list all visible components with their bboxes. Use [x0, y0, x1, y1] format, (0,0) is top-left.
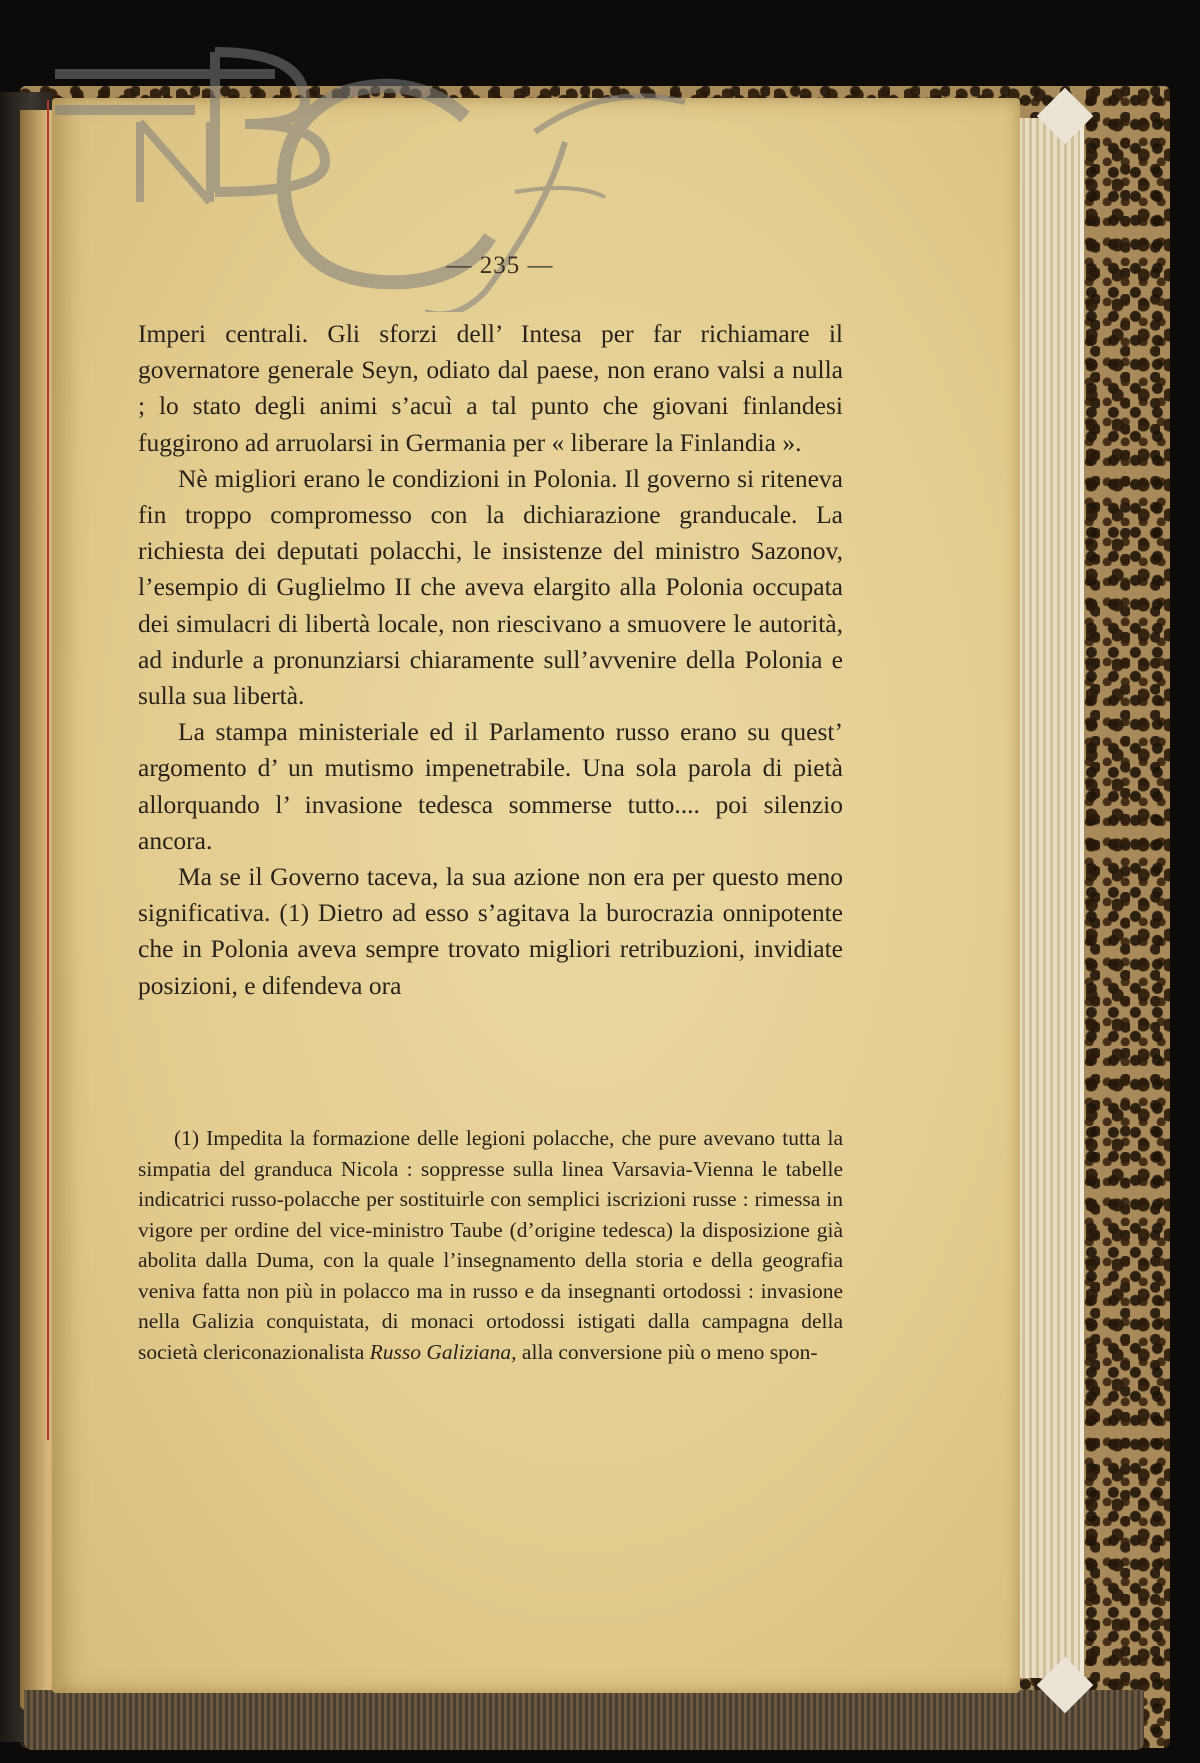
margin-rule [47, 100, 49, 1440]
cloth-spine-bottom [24, 1690, 1144, 1750]
paragraph-2: Nè migliori erano le condizioni in Polonia. Il governo si riteneva fin troppo compromesso con la dichiarazione granducale. La richiesta dei deputati polacchi, le insistenze del ministro Sazonov, l’esempio di Guglielmo II che aveva elargito alla Polonia occupata dei simulacri di libertà locale, non riescivano a smuovere le autorità, ad indurle a pronunziarsi chiaramente sull’avvenire della Polonia e sulla sua libertà. [138, 463, 843, 711]
footnote-text: (1) Impedita la formazione delle legioni polacche, che pure avevano tutta la simpatia del granduca Nicola : soppresse sulla linea Varsavia-Vienna le tabelle indicatrici russo-polacche per sostituirle con semplici iscrizioni russe : rimessa in vigore per ordine del vice-ministro Taube (d’origine tedesca) la disposizione già abolita dalla Duma, con la quale l’insegnamento della storia e della geografia veniva fatta non più in polacco ma in russo e da insegnanti ortodossi : invasione nella Galizia conquistata, di monaci ortodossi istigati dalla campagna della società clericonazionalista [138, 1126, 843, 1364]
paragraph-1: Imperi centrali. Gli sforzi dell’ Intesa per far richiamare il governatore generale Seyn, odiato dal paese, non erano valsi a nulla ; lo stato degli animi s’acuì a tal punto che giovani finlandesi fuggirono ad arruolarsi in Germania per « liberare la Finlandia ». [138, 319, 843, 457]
page-number-header: — 235 — [446, 252, 554, 279]
footnote [138, 1123, 843, 1367]
footnote-paragraph [138, 1123, 843, 1367]
paragraph-4: Ma se il Governo taceva, la sua azione non era per questo meno significativa. (1) Dietro ad esso s’agitava la burocrazia onnipotente che in Polonia aveva sempre trovato migliori retribuzioni, invidiate posizioni, e difendeva ora [138, 862, 843, 1000]
footnote-italic-title: Russo Galiziana, [369, 1339, 517, 1364]
paragraph-3: La stampa ministeriale ed il Parlamento russo erano su quest’ argomento d’ un mutismo impenetrabile. Una sola parola di pietà allorquando l’ invasione tedesca sommerse tutto.... poi silenzio ancora. [138, 717, 843, 855]
footnote-text-end: alla conversione più o meno spon- [521, 1339, 818, 1364]
body-text [138, 316, 843, 1004]
